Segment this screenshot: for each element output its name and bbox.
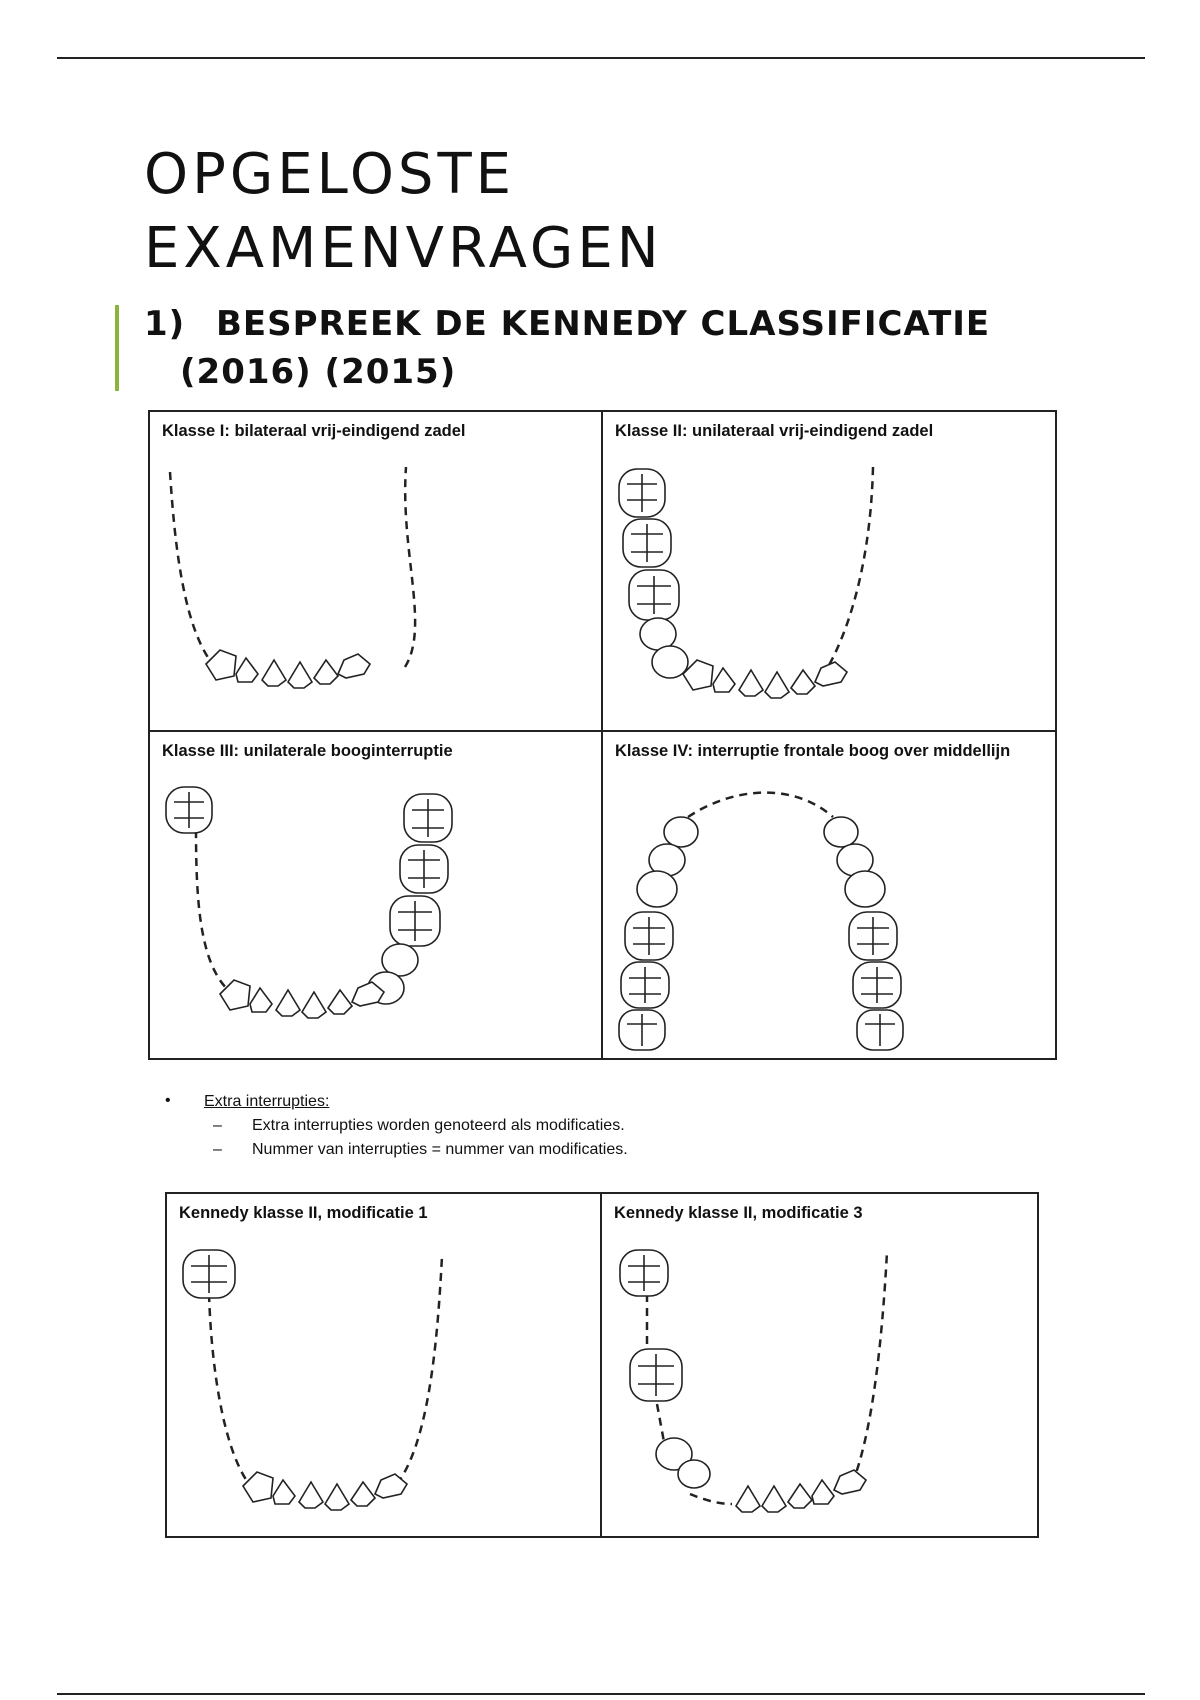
heading-number: 1) — [144, 304, 186, 344]
bullet-label: Extra interrupties: — [204, 1093, 330, 1110]
sub-item-text: Extra interrupties worden genoteerd als modificaties. — [252, 1117, 625, 1134]
arch-drawing-klasse-4 — [603, 732, 1055, 1058]
arch-drawing-klasse-2 — [603, 412, 1055, 730]
arch-drawing-modificatie-1 — [167, 1194, 600, 1536]
bottom-rule — [57, 1693, 1145, 1695]
dashed-arch-line — [688, 793, 833, 817]
tooth-icon — [250, 988, 272, 1012]
tooth-icon — [273, 1480, 295, 1504]
tooth-icon — [288, 662, 312, 688]
tooth-icon — [640, 618, 676, 650]
tooth-icon — [351, 1482, 375, 1506]
molars — [619, 469, 688, 678]
cell-label: Kennedy klasse II, modificatie 1 — [179, 1204, 428, 1222]
cell-klasse-3 — [150, 732, 603, 1058]
tooth-icon — [236, 658, 258, 682]
modification-notes — [160, 1093, 860, 1165]
tooth-icon — [834, 1470, 866, 1494]
dashed-arch-line — [170, 467, 415, 667]
tooth-icon — [328, 990, 352, 1014]
dashed-arch-line — [828, 467, 873, 667]
tooth-icon — [678, 1460, 710, 1488]
cell-label: Klasse III: unilaterale booginterruptie — [162, 742, 453, 760]
front-teeth — [683, 660, 847, 698]
molars — [166, 787, 452, 1004]
dash-icon: – — [213, 1141, 222, 1158]
tooth-icon — [736, 1486, 760, 1512]
front-teeth — [206, 650, 370, 688]
front-teeth — [220, 980, 384, 1018]
cell-label: Kennedy klasse II, modificatie 3 — [614, 1204, 863, 1222]
front-teeth — [736, 1470, 866, 1512]
heading-line-2: (2016) (2015) — [180, 352, 457, 392]
sub-item — [160, 1141, 860, 1165]
cell-label: Klasse IV: interruptie frontale boog over middellijn — [615, 742, 1011, 760]
arch-drawing-klasse-1 — [150, 412, 601, 730]
cell-klasse-1 — [150, 412, 603, 732]
tooth-icon — [314, 660, 338, 684]
front-teeth — [243, 1472, 407, 1510]
sub-item-text: Nummer van interrupties = nummer van modificaties. — [252, 1141, 628, 1158]
right-teeth — [824, 817, 903, 1050]
tooth-icon — [791, 670, 815, 694]
cell-label: Klasse I: bilateraal vrij-eindigend zadel — [162, 422, 466, 440]
title-line-2: EXAMENVRAGEN — [144, 216, 663, 281]
tooth-icon — [788, 1484, 812, 1508]
section-heading — [144, 300, 1044, 396]
tooth-icon — [375, 1474, 407, 1498]
tooth-icon — [824, 817, 858, 847]
page-title — [144, 138, 904, 286]
title-line-1: OPGELOSTE — [144, 142, 516, 207]
tooth-icon — [637, 871, 677, 907]
tooth-icon — [739, 670, 763, 696]
cell-klasse-2 — [603, 412, 1055, 732]
tooth-icon — [664, 817, 698, 847]
tooth-icon — [338, 654, 370, 678]
tooth-icon — [382, 944, 418, 976]
tooth-icon — [302, 992, 326, 1018]
top-rule — [57, 57, 1145, 59]
tooth-icon — [299, 1482, 323, 1508]
tooth-icon — [243, 1472, 273, 1502]
heading-line-1: BESPREEK DE KENNEDY CLASSIFICATIE — [216, 304, 991, 344]
tooth-icon — [325, 1484, 349, 1510]
cell-label: Klasse II: unilateraal vrij-eindigend zadel — [615, 422, 934, 440]
tooth-icon — [815, 662, 847, 686]
bullet-icon: • — [165, 1092, 171, 1109]
tooth-icon — [262, 660, 286, 686]
tooth-icon — [276, 990, 300, 1016]
tooth-icon — [812, 1480, 834, 1504]
sub-item — [160, 1117, 860, 1141]
cell-modificatie-1 — [167, 1194, 602, 1536]
arch-drawing-klasse-3 — [150, 732, 601, 1058]
kennedy-modification-figure — [165, 1192, 1039, 1538]
kennedy-class-figure — [148, 410, 1057, 1060]
dash-icon: – — [213, 1117, 222, 1134]
tooth-icon — [845, 871, 885, 907]
tooth-icon — [652, 646, 688, 678]
dashed-arch-line — [196, 830, 228, 990]
left-teeth — [619, 817, 698, 1050]
heading-accent-bar — [115, 305, 119, 391]
tooth-icon — [762, 1486, 786, 1512]
tooth-icon — [765, 672, 789, 698]
dashed-arch-line — [209, 1256, 442, 1484]
tooth-icon — [713, 668, 735, 692]
bullet-item — [160, 1093, 860, 1117]
cell-modificatie-3 — [602, 1194, 1037, 1536]
tooth-icon — [206, 650, 236, 680]
cell-klasse-4 — [603, 732, 1055, 1058]
arch-drawing-modificatie-3 — [602, 1194, 1037, 1536]
